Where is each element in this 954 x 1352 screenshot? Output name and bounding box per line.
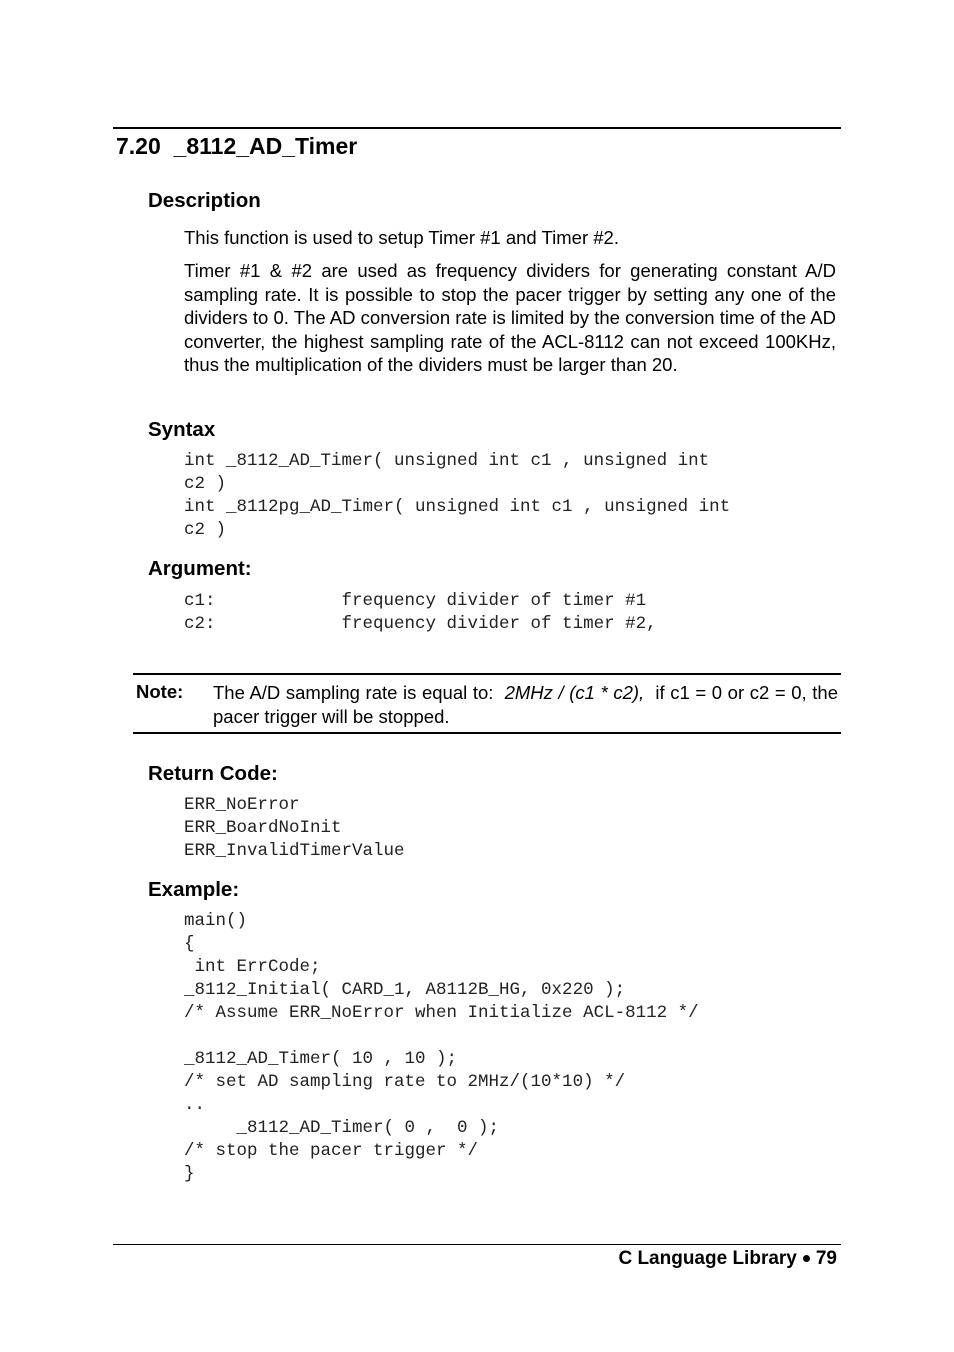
description-heading: Description <box>148 189 261 212</box>
code-line: ERR_InvalidTimerValue <box>184 841 405 861</box>
code-line: c1: frequency divider of timer #1 <box>184 591 647 611</box>
code-line: int ErrCode; <box>184 957 321 977</box>
note-formula: 2MHz / (c1 * c2), <box>504 682 645 703</box>
code-line: ERR_BoardNoInit <box>184 818 342 838</box>
code-line: int _8112pg_AD_Timer( unsigned int c1 , unsigned int <box>184 497 731 517</box>
code-line: main() <box>184 911 248 931</box>
code-line: } <box>184 1164 195 1184</box>
section-heading <box>116 133 357 160</box>
note-bottom-rule <box>133 732 841 734</box>
note-text <box>213 681 844 729</box>
syntax-heading: Syntax <box>148 418 216 441</box>
page-footer <box>618 1248 837 1270</box>
code-line: _8112_Initial( CARD_1, A8112B_HG, 0x220 ); <box>184 980 626 1000</box>
argument-code <box>184 590 657 636</box>
code-line: c2 ) <box>184 474 227 494</box>
note-top-rule <box>133 673 841 675</box>
syntax-code <box>184 450 730 542</box>
section-number: 7.20 <box>116 133 161 159</box>
footer-rule <box>113 1244 841 1245</box>
footer-title: C Language Library <box>618 1248 797 1269</box>
argument-heading: Argument: <box>148 557 252 580</box>
code-line: c2: frequency divider of timer #2, <box>184 614 657 634</box>
code-line: ERR_NoError <box>184 795 300 815</box>
description-paragraph-1: This function is used to setup Timer #1 and Timer #2. <box>184 227 619 248</box>
code-line: _8112_AD_Timer( 0 , 0 ); <box>184 1118 500 1138</box>
code-line: _8112_AD_Timer( 10 , 10 ); <box>184 1049 458 1069</box>
code-line: { <box>184 934 195 954</box>
example-heading: Example: <box>148 878 240 901</box>
note-text-before: The A/D sampling rate is equal to: <box>213 682 505 703</box>
return-code-list <box>184 794 405 863</box>
example-code <box>184 910 699 1186</box>
return-code-heading: Return Code: <box>148 762 278 785</box>
section-title: _8112_AD_Timer <box>173 133 358 159</box>
code-line <box>184 1025 699 1048</box>
note-label: Note: <box>136 681 184 702</box>
note-text-after: if c1 = 0 or c2 = 0, the pacer trigger will be stopped. <box>213 682 844 727</box>
code-line: int _8112_AD_Timer( unsigned int c1 , unsigned int <box>184 451 710 471</box>
code-line: .. <box>184 1095 206 1115</box>
code-line: /* set AD sampling rate to 2MHz/(10*10) */ <box>184 1072 626 1092</box>
top-rule <box>113 127 841 129</box>
code-line: /* Assume ERR_NoError when Initialize ACL-8112 */ <box>184 1003 699 1023</box>
description-paragraph-2: Timer #1 & #2 are used as frequency dividers for generating constant A/D sampling rate. It is possible to stop the pacer trigger by setting any one of the dividers to 0. The AD conversion rate is limited by the conversion time of the AD converter, the highest sampling rate of the ACL-8112 can not exceed 100KHz, thus the multiplication of the dividers must be larger than 20. <box>184 260 836 375</box>
bullet-icon <box>803 1255 810 1262</box>
code-line: /* stop the pacer trigger */ <box>184 1141 479 1161</box>
code-line: c2 ) <box>184 520 227 540</box>
page-number: 79 <box>815 1248 837 1269</box>
